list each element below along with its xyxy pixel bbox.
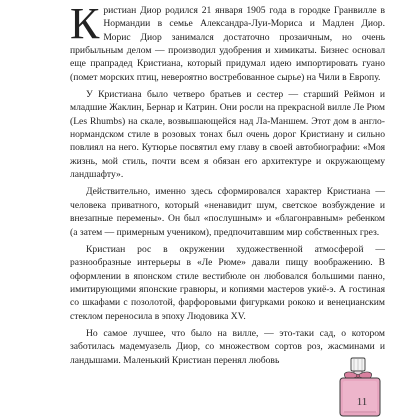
perfume-bottle-illustration: [326, 356, 398, 420]
paragraph-1-text: ристиан Диор родился 21 января 1905 года в городке Гранвилле в Нормандии в семье Александра-Луи-Мориса и Мадлен Диор. Морис Диор занимался достаточно прозаичным, но очень прибыльным делом — производил удобрения и химикаты. Бизнес основал еще прапрадед Кристиана, который придумал идею импортировать гуано (помет морских птиц, невероятно востребованное сырье) на Чили в Европу.: [70, 5, 385, 83]
paragraph-2: У Кристиана было четверо братьев и сестер — старший Реймон и младшие Жаклин, Бернар и Катрин. Они росли на прекрасной вилле Ле Рюм (Les Rhumbs) на скале, возвышающейся над Ла-Маншем. Этот дом в англо-нормандском стиле в розовых тонах был очень дорог Кристиану и сильно повлиял на него. Кутюрье посвятил ему главу в своей автобиографии: «Моя жизнь, мой стиль, почти всем я обязан его архитектуре и окружающему ландшафту».: [70, 89, 385, 181]
text-column: [70, 0, 385, 367]
paragraph-5: Но самое лучшее, что было на вилле, — это-таки сад, о котором заботилась мадемуазель Диор, со множеством сортов роз, жасминами и ландышами. Маленький Кристиан перенял любовь: [70, 327, 385, 366]
page-number: 11: [356, 396, 368, 408]
paragraph-1: [70, 0, 385, 84]
paragraph-4: Кристиан рос в окружении художественной атмосферой — разнообразные интерьеры в «Ле Рюме» давали пищу воображению. В оформлении в японском стиле вестибюле он любовался большими панно, имитирующими японские гравюры, и копиями мастеров укиё-э. А гостиная со шкафами с позолотой, фарфоровыми фигурками рококо и венецианским стеклом переносила в эпоху Людовика XV.: [70, 243, 385, 322]
paragraph-3: Действительно, именно здесь сформировался характер Кристиана — человека приватного, который «ненавидит шум, светское возбуждение и внезапные перемены». Он был «послушным» и «благонравным» ребенком (а затем — примерным учеником), предпочитавшим мир собственных грез.: [70, 186, 385, 238]
drop-cap: К: [70, 0, 100, 48]
